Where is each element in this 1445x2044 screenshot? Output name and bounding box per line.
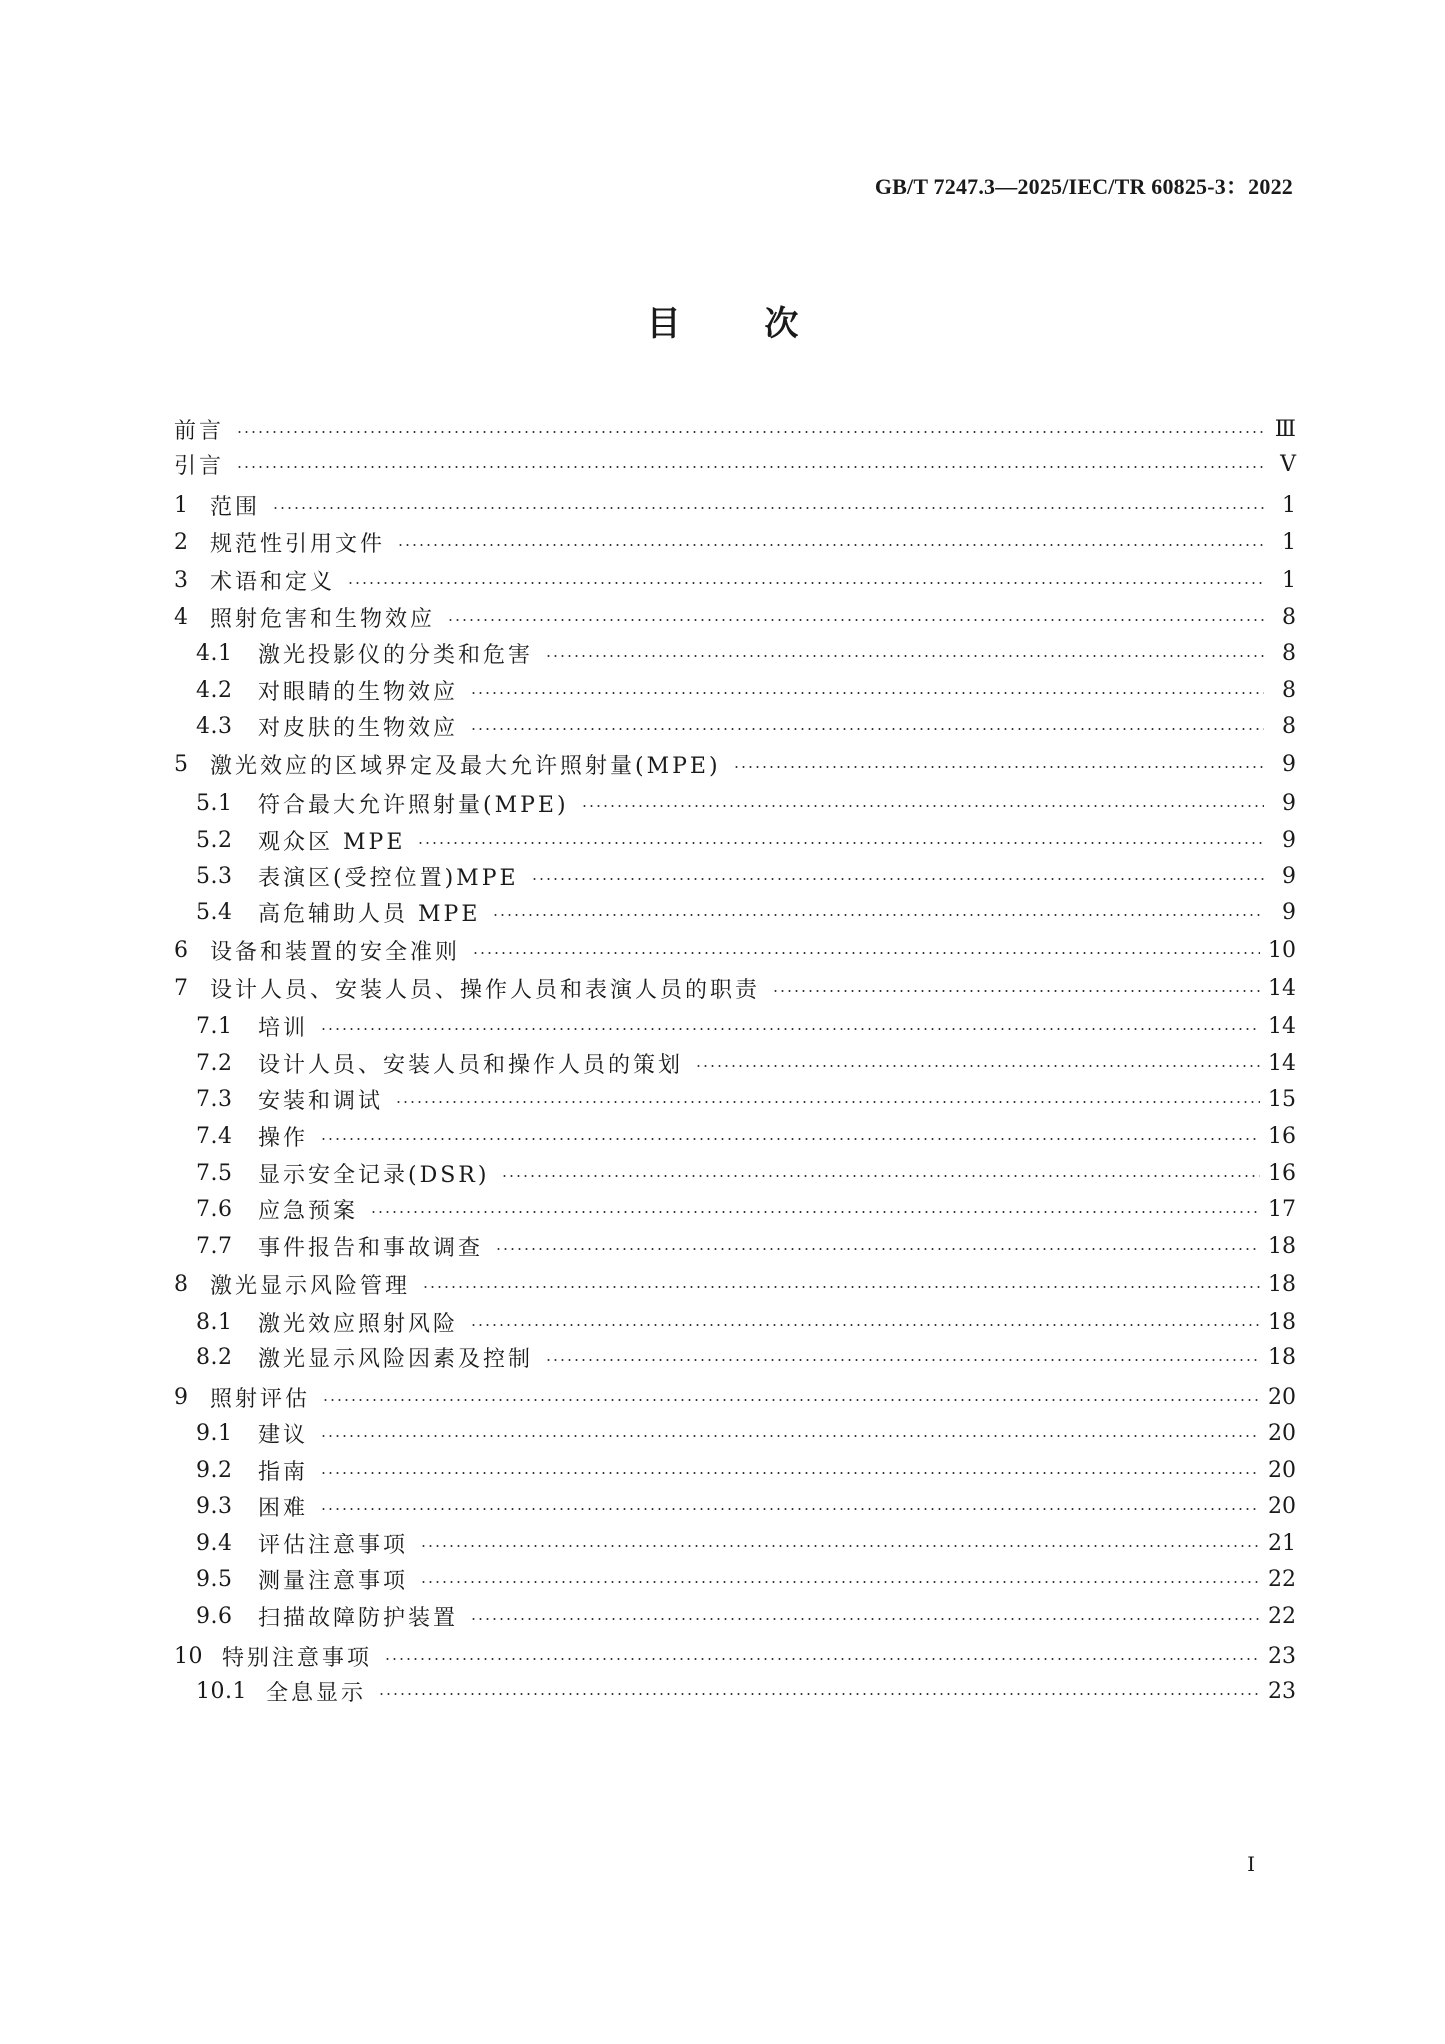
toc-entry-label: 显示安全记录(DSR) <box>258 1162 490 1188</box>
toc-entry-page: 20 <box>1268 1420 1296 1446</box>
toc-entry-label: 困难 <box>258 1495 309 1521</box>
toc-entry[interactable] <box>174 746 1296 782</box>
toc-entry-page: 18 <box>1268 1271 1296 1297</box>
toc-entry-number: 9.1 <box>196 1420 233 1446</box>
toc-entry[interactable] <box>174 1638 1296 1674</box>
toc-entry-page: 14 <box>1268 975 1296 1001</box>
toc-entry-number: 7.6 <box>196 1196 233 1222</box>
title-char: 次 <box>764 304 799 344</box>
toc-entry-number: 7.1 <box>196 1013 233 1039</box>
toc-entry-label: 全息显示 <box>266 1680 367 1706</box>
toc-entry-page: 9 <box>1282 751 1296 777</box>
toc-entry[interactable] <box>174 411 1296 447</box>
toc-entry-number: 7.5 <box>196 1160 233 1186</box>
toc-entry[interactable] <box>174 487 1296 523</box>
toc-entry-page: 18 <box>1268 1309 1296 1335</box>
dot-leader <box>236 431 1264 433</box>
toc-entry-number: 5.4 <box>196 899 233 925</box>
toc-entry-label: 对皮肤的生物效应 <box>258 715 459 741</box>
toc-entry-page: 8 <box>1282 713 1296 739</box>
toc-entry-label: 激光显示风险因素及控制 <box>258 1346 534 1372</box>
toc-entry[interactable] <box>174 1525 1296 1561</box>
dot-leader <box>495 1248 1260 1250</box>
toc-entry[interactable] <box>174 1452 1296 1488</box>
toc-entry[interactable] <box>174 785 1296 821</box>
toc-entry-number: 8 <box>174 1271 189 1297</box>
toc-entry[interactable] <box>174 1191 1296 1227</box>
dot-leader <box>395 1101 1260 1103</box>
toc-entry[interactable] <box>174 1228 1296 1264</box>
dot-leader <box>422 1286 1260 1288</box>
toc-entry-page: 21 <box>1268 1530 1296 1556</box>
toc-entry-number: 4.1 <box>196 640 233 666</box>
dot-leader <box>581 805 1264 807</box>
toc-entry-label: 术语和定义 <box>210 569 336 595</box>
toc-entry[interactable] <box>174 1266 1296 1302</box>
dot-leader <box>236 466 1264 468</box>
toc-entry-label: 扫描故障防护装置 <box>258 1605 459 1631</box>
dot-leader <box>320 1028 1260 1030</box>
toc-entry-label: 范围 <box>210 494 261 520</box>
dot-leader <box>384 1658 1260 1660</box>
toc-entry-label: 指南 <box>258 1459 309 1485</box>
toc-entry-page: 18 <box>1268 1344 1296 1370</box>
toc-entry-number: 7.4 <box>196 1123 233 1149</box>
toc-entry[interactable] <box>174 708 1296 744</box>
toc-entry[interactable] <box>174 1155 1296 1191</box>
toc-entry-label: 表演区(受控位置)MPE <box>258 865 519 891</box>
toc-entry[interactable] <box>174 1379 1296 1415</box>
toc-entry-label: 建议 <box>258 1422 309 1448</box>
dot-leader <box>470 728 1264 730</box>
toc-entry[interactable] <box>174 1008 1296 1044</box>
toc-entry-number: 7.2 <box>196 1050 233 1076</box>
dot-leader <box>470 1618 1260 1620</box>
toc-entry-label: 激光效应照射风险 <box>258 1311 459 1337</box>
toc-entry-page: 8 <box>1282 677 1296 703</box>
dot-leader <box>470 692 1264 694</box>
dot-leader <box>420 1581 1260 1583</box>
toc-entry-number: 9.6 <box>196 1603 233 1629</box>
toc-entry-number: 7 <box>174 975 189 1001</box>
dot-leader <box>320 1435 1260 1437</box>
toc-entry-number: 9.3 <box>196 1493 233 1519</box>
toc-entry-page: Ⅲ <box>1274 416 1296 442</box>
toc-entry-label: 测量注意事项 <box>258 1568 409 1594</box>
dot-leader <box>545 655 1264 657</box>
toc-entry-number: 10 <box>174 1643 203 1669</box>
toc-entry-page: 18 <box>1268 1233 1296 1259</box>
toc-entry-label: 设备和装置的安全准则 <box>210 939 461 965</box>
toc-entry[interactable] <box>174 970 1296 1006</box>
toc-entry-number: 2 <box>174 529 189 555</box>
toc-entry-page: 17 <box>1268 1196 1296 1222</box>
dot-leader <box>420 1545 1260 1547</box>
toc-entry[interactable] <box>174 858 1296 894</box>
toc-entry-page: 15 <box>1268 1086 1296 1112</box>
toc-entry-label: 操作 <box>258 1125 309 1151</box>
toc-entry-number: 4.2 <box>196 677 233 703</box>
page-title <box>0 296 1445 345</box>
toc-entry-label: 培训 <box>258 1015 309 1041</box>
toc-entry-page: 16 <box>1268 1160 1296 1186</box>
dot-leader <box>470 1324 1260 1326</box>
toc-entry-number: 8.1 <box>196 1309 233 1335</box>
toc-entry-label: 设计人员、安装人员、操作人员和表演人员的职责 <box>210 977 761 1003</box>
toc-entry[interactable] <box>174 1561 1296 1597</box>
dot-leader <box>397 544 1264 546</box>
toc-entry[interactable] <box>174 1045 1296 1081</box>
dot-leader <box>417 842 1264 844</box>
toc-entry-number: 4.3 <box>196 713 233 739</box>
standard-code: GB/T 7247.3—2025/IEC/TR 60825-3：2022 <box>874 174 1293 199</box>
toc-entry-label: 激光显示风险管理 <box>210 1273 411 1299</box>
toc-entry-label: 前言 <box>174 418 225 444</box>
dot-leader <box>472 952 1260 954</box>
toc-entry-number: 5.1 <box>196 790 233 816</box>
dot-leader <box>347 582 1264 584</box>
toc-entry-number: 5 <box>174 751 189 777</box>
toc-entry-label: 照射评估 <box>210 1386 311 1412</box>
page-number: Ⅰ <box>1247 1852 1255 1876</box>
dot-leader <box>447 619 1264 621</box>
dot-leader <box>695 1065 1260 1067</box>
toc-entry-number: 3 <box>174 567 189 593</box>
toc-entry-label: 引言 <box>174 453 225 479</box>
title-char: 目 <box>646 304 681 344</box>
toc-entry-number: 4 <box>174 604 189 630</box>
toc-entry[interactable] <box>174 599 1296 635</box>
toc-entry[interactable] <box>174 672 1296 708</box>
toc-entry[interactable] <box>174 1415 1296 1451</box>
toc-entry-label: 观众区 MPE <box>258 829 406 855</box>
toc-entry-number: 6 <box>174 937 189 963</box>
dot-leader <box>322 1399 1260 1401</box>
toc-entry-label: 符合最大允许照射量(MPE) <box>258 792 569 818</box>
toc-entry-page: 9 <box>1282 827 1296 853</box>
toc-entry-label: 照射危害和生物效应 <box>210 606 436 632</box>
toc-entry-number: 10.1 <box>196 1678 247 1704</box>
toc-entry-number: 7.3 <box>196 1086 233 1112</box>
toc-entry-page: 1 <box>1282 492 1296 518</box>
toc-entry-number: 9.2 <box>196 1457 233 1483</box>
dot-leader <box>320 1508 1260 1510</box>
toc-entry[interactable] <box>174 635 1296 671</box>
toc-entry-number: 9 <box>174 1384 189 1410</box>
toc-entry-label: 应急预案 <box>258 1198 359 1224</box>
toc-entry-page: 14 <box>1268 1050 1296 1076</box>
toc-entry-label: 特别注意事项 <box>222 1645 373 1671</box>
dot-leader <box>733 766 1264 768</box>
toc-entry[interactable] <box>174 822 1296 858</box>
toc-entry-page: 9 <box>1282 899 1296 925</box>
toc-entry-number: 7.7 <box>196 1233 233 1259</box>
toc-entry-label: 事件报告和事故调查 <box>258 1235 484 1261</box>
dot-leader <box>370 1211 1260 1213</box>
toc-entry-page: 1 <box>1282 567 1296 593</box>
toc-entry[interactable] <box>174 1673 1296 1709</box>
toc-entry[interactable] <box>174 524 1296 560</box>
toc-entry-number: 9.4 <box>196 1530 233 1556</box>
dot-leader <box>531 878 1264 880</box>
toc-entry[interactable] <box>174 562 1296 598</box>
toc-entry-number: 1 <box>174 492 189 518</box>
toc-entry-number: 9.5 <box>196 1566 233 1592</box>
toc-entry-page: 20 <box>1268 1493 1296 1519</box>
toc-entry-page: 23 <box>1268 1643 1296 1669</box>
toc-entry[interactable] <box>174 1488 1296 1524</box>
toc-entry-page: 20 <box>1268 1384 1296 1410</box>
toc-entry-number: 5.2 <box>196 827 233 853</box>
toc-entry-page: 14 <box>1268 1013 1296 1039</box>
dot-leader <box>772 990 1260 992</box>
toc-entry-page: 20 <box>1268 1457 1296 1483</box>
toc-entry-label: 激光效应的区域界定及最大允许照射量(MPE) <box>210 753 721 779</box>
toc-entry-page: 22 <box>1268 1566 1296 1592</box>
toc-entry-page: 23 <box>1268 1678 1296 1704</box>
toc-entry-label: 对眼睛的生物效应 <box>258 679 459 705</box>
toc-entry-page: 8 <box>1282 640 1296 666</box>
dot-leader <box>320 1138 1260 1140</box>
toc-entry[interactable] <box>174 1339 1296 1375</box>
toc-entry-label: 规范性引用文件 <box>210 531 386 557</box>
toc-entry-page: 8 <box>1282 604 1296 630</box>
toc-entry[interactable] <box>174 1118 1296 1154</box>
toc-entry[interactable] <box>174 446 1296 482</box>
toc-entry-page: 9 <box>1282 863 1296 889</box>
dot-leader <box>320 1472 1260 1474</box>
toc-entry-page: 16 <box>1268 1123 1296 1149</box>
dot-leader <box>492 914 1264 916</box>
dot-leader <box>272 507 1264 509</box>
toc-entry[interactable] <box>174 1081 1296 1117</box>
dot-leader <box>545 1359 1260 1361</box>
dot-leader <box>378 1693 1260 1695</box>
toc-entry-label: 安装和调试 <box>258 1088 384 1114</box>
toc-entry[interactable] <box>174 1304 1296 1340</box>
dot-leader <box>501 1175 1260 1177</box>
toc-entry[interactable] <box>174 1598 1296 1634</box>
toc-entry-label: 高危辅助人员 MPE <box>258 901 481 927</box>
toc-entry-label: 激光投影仪的分类和危害 <box>258 642 534 668</box>
toc-entry[interactable] <box>174 932 1296 968</box>
toc-entry-page: Ⅴ <box>1280 451 1296 477</box>
toc-entry-number: 5.3 <box>196 863 233 889</box>
toc-entry-page: 9 <box>1282 790 1296 816</box>
toc-entry-page: 22 <box>1268 1603 1296 1629</box>
toc-entry-page: 10 <box>1268 937 1296 963</box>
toc-entry-page: 1 <box>1282 529 1296 555</box>
toc-entry-label: 设计人员、安装人员和操作人员的策划 <box>258 1052 684 1078</box>
toc-entry-label: 评估注意事项 <box>258 1532 409 1558</box>
toc-entry[interactable] <box>174 894 1296 930</box>
toc-entry-number: 8.2 <box>196 1344 233 1370</box>
